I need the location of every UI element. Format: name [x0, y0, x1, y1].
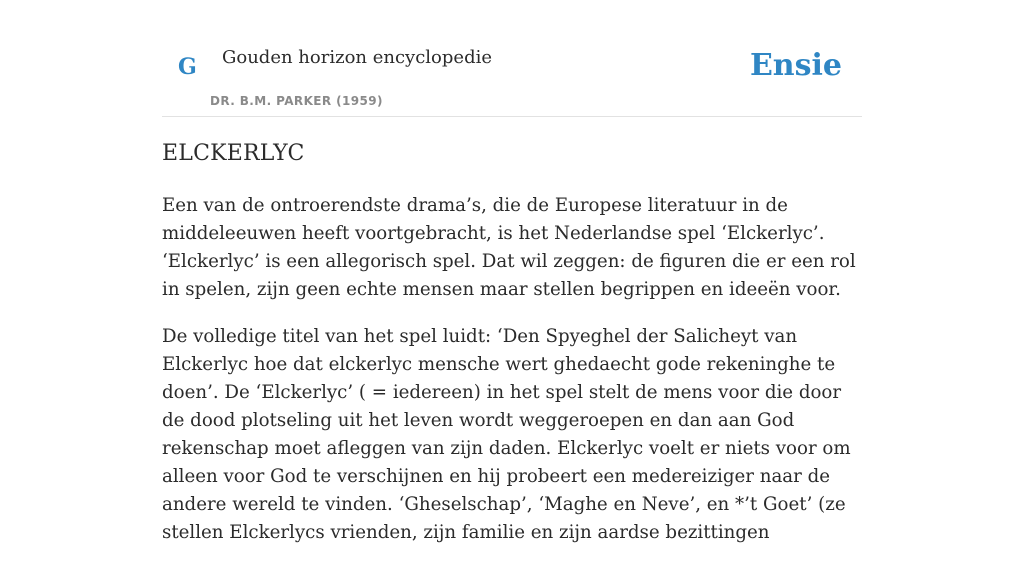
book-logo[interactable]: G [178, 54, 197, 80]
book-author: DR. B.M. PARKER (1959) [210, 94, 383, 108]
entry-body [162, 192, 862, 566]
book-title[interactable]: Gouden horizon encyclopedie [222, 47, 492, 68]
brand-logo-link[interactable]: Ensie [749, 48, 842, 83]
entry-paragraph: De volledige titel van het spel luidt: ‘Den Spyeghel der Salicheyt van Elckerlyc hoe dat elckerlyc mensche wert ghedaecht gode rekeninghe te doen’. De ‘Elckerlyc’ ( = iedereen) in het spel stelt de mens voor die door de dood plotseling uit het leven wordt weggeroepen en dan aan God rekenschap moet afleggen van zijn daden. Elckerlyc voelt er niets voor om alleen voor God te verschijnen en hij probeert een medereiziger naar de andere wereld te vinden. ‘Gheselschap’, ‘Maghe en Neve’, en *’t Goet’ (ze stellen Elckerlycs vrienden, zijn familie en zijn aardse bezittingen [162, 326, 851, 543]
header [162, 0, 862, 117]
entry-title: ELCKERLYC [162, 141, 305, 166]
entry-paragraph: Een van de ontroerendste drama’s, die de Europese literatuur in de middeleeuwen heeft voortgebracht, is het Nederlandse spel ‘Elckerlyc’. ‘Elckerlyc’ is een allegorisch spel. Dat wil zeggen: de figuren die er een rol in spelen, zijn geen echte mensen maar stellen begrippen en ideeën voor. [162, 195, 856, 300]
